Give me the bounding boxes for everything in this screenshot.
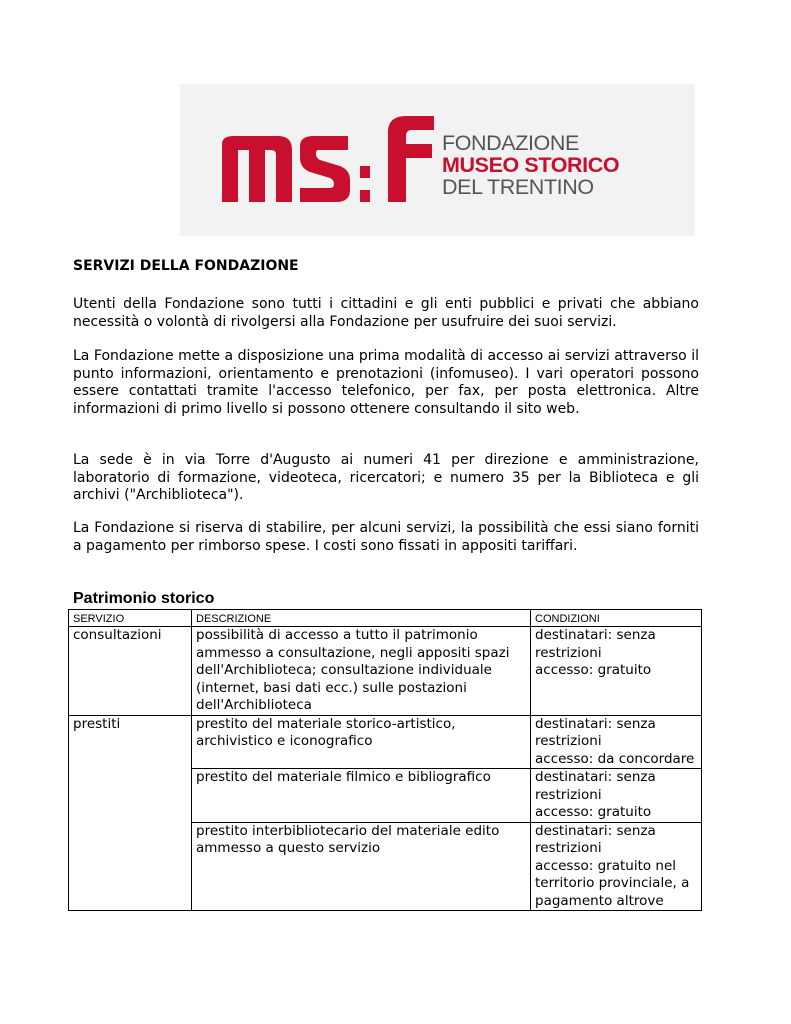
- condition-destinatari: destinatari: senza restrizioni: [535, 627, 656, 661]
- services-table: [68, 609, 702, 911]
- logo-line-trentino: DEL TRENTINO: [442, 175, 594, 199]
- logo-line-fondazione: FONDAZIONE: [442, 131, 579, 155]
- condition-accesso: accesso: gratuito nel territorio provinciale, a pagamento altrove: [535, 857, 690, 909]
- cell-servizio: consultazioni: [69, 627, 192, 716]
- paragraph-utenti: Utenti della Fondazione sono tutti i cittadini e gli enti pubblici e privati che abbiano necessità o volontà di rivolgersi alla Fondazione per usufruire dei suoi servizi.: [73, 296, 699, 330]
- cell-condizioni: [531, 822, 702, 911]
- header-servizio: SERVIZIO: [69, 610, 192, 627]
- paragraph-costi: La Fondazione si riserva di stabilire, per alcuni servizi, la possibilità che essi siano forniti a pagamento per rimborso spese. I costi sono fissati in appositi tariffari.: [73, 520, 699, 554]
- cell-condizioni: [531, 627, 702, 716]
- cell-descrizione: prestito del materiale filmico e bibliografico: [192, 769, 531, 823]
- condition-accesso: accesso: gratuito: [535, 804, 652, 820]
- condition-accesso: accesso: gratuito: [535, 662, 652, 678]
- condition-destinatari: destinatari: senza restrizioni: [535, 715, 656, 749]
- condition-destinatari: destinatari: senza restrizioni: [535, 769, 656, 803]
- header-condizioni: CONDIZIONI: [531, 610, 702, 627]
- logo-line-museo-storico: MUSEO STORICO: [442, 153, 620, 177]
- page-title: SERVIZI DELLA FONDAZIONE: [73, 258, 299, 274]
- cell-descrizione: prestito interbibliotecario del materiale edito ammesso a questo servizio: [192, 822, 531, 911]
- cell-servizio: prestiti: [69, 715, 192, 911]
- condition-destinatari: destinatari: senza restrizioni: [535, 822, 656, 856]
- logo-wordmark: [442, 132, 619, 198]
- header-descrizione: DESCRIZIONE: [192, 610, 531, 627]
- cell-descrizione: prestito del materiale storico-artistico, archivistico e iconografico: [192, 715, 531, 769]
- table-row: [69, 715, 702, 769]
- table-row: [69, 627, 702, 716]
- section-title: Patrimonio storico: [73, 590, 215, 607]
- cell-condizioni: [531, 769, 702, 823]
- condition-accesso: accesso: da concordare: [535, 750, 695, 767]
- paragraph-infomuseo: La Fondazione mette a disposizione una prima modalità di accesso ai servizi attraverso il punto informazioni, orientamento e prenotazioni (infomuseo). I vari operatori possono essere contattati tramite l'accesso telefonico, per fax, per posta elettronica. Altre informazioni di primo livello si possono ottenere consultando il sito web.: [73, 348, 699, 417]
- paragraph-sede: La sede è in via Torre d'Augusto ai numeri 41 per direzione e amministrazione, laboratorio di formazione, videoteca, ricercatori; e numero 35 per la Biblioteca e gli archivi ("Archiblioteca").: [73, 452, 699, 503]
- cell-condizioni: [531, 715, 702, 769]
- logo-banner: [180, 84, 695, 236]
- cell-descrizione: possibilità di accesso a tutto il patrimonio ammesso a consultazione, negli appositi spazi dell'Archiblioteca; consultazione individuale (internet, basi dati ecc.) sulle postazioni dell'Archiblioteca: [192, 627, 531, 716]
- msf-logo-mark: [220, 114, 435, 204]
- table-header-row: [69, 610, 702, 627]
